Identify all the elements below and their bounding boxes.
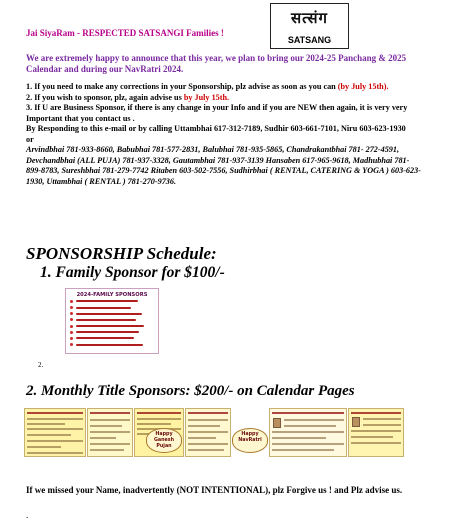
card-row-text (76, 313, 142, 315)
panel-text (188, 437, 216, 439)
monthly-sponsor-heading: 2. Monthly Title Sponsors: $200/- on Calendar Pages (26, 383, 355, 399)
panel-text (272, 431, 344, 433)
navratri-badge (232, 428, 268, 453)
logo-word: SATSANG (287, 35, 332, 45)
bullet-icon (70, 325, 73, 328)
sponsor-photo (273, 418, 281, 428)
card-row (70, 329, 154, 335)
bullet-icon (70, 306, 73, 309)
bullet-icon (70, 343, 73, 346)
item-1-deadline: (by July 15th). (337, 82, 389, 91)
panel-text (27, 434, 71, 436)
panel-text (351, 442, 401, 444)
panel-heading (272, 412, 344, 414)
panel-text (90, 419, 130, 421)
navratri-text: Happy NavRatri (238, 432, 262, 443)
satsang-logo (270, 3, 349, 49)
item-1-text: 1. If you need to make any corrections in your Sponsorship, plz advise as soon as you can (26, 82, 338, 91)
panel-text (351, 436, 393, 438)
panel-text (272, 437, 326, 439)
card-row-text (76, 307, 131, 309)
panel-text (90, 449, 124, 451)
panel-text (27, 452, 83, 454)
panel-heading (351, 412, 401, 414)
card-row (70, 342, 154, 348)
calendar-panel (185, 408, 231, 457)
panel-heading (137, 412, 181, 414)
phone-list: Arvindbhai 781-933-8660, Babubhai 781-577-2831, Balubhai 781-935-5865, Chandrakantbhai 781- 272-4591, Devchandbhai (ALL PUJA) 781-937-3328, Gautambhai 781-937-3139 Hansaben 617-965-9618, Madhubhai 781- 899-8783, Sureshbhai 781-279-7742 Ritaben 603-502-7556, Sudhirbhai ( RENTAL, CATERING & YOGA ) 603-623-1930, Uttambhai ( RENTAL ) 781-270-9736. (26, 145, 421, 186)
panel-text (27, 423, 65, 425)
ganesh-pujan-badge (146, 428, 182, 453)
panel-text (27, 418, 83, 420)
panel-text (188, 443, 228, 445)
panel-text (90, 425, 122, 427)
panel-text (363, 424, 401, 426)
bullet-icon (70, 312, 73, 315)
panel-text (27, 428, 83, 430)
panel-text (188, 425, 220, 427)
panel-text (90, 443, 130, 445)
card-row (70, 317, 154, 323)
contact-line: By Responding to this e-mail or by calling Uttambhai 617-312-7189, Sudhir 603-661-7101, Niru 603-623-1930 (26, 124, 406, 133)
panel-text (90, 437, 116, 439)
card-row-text (76, 300, 138, 302)
or-line: or (26, 134, 34, 144)
family-card-title: 2024-FAMILY SPONSORS (76, 292, 148, 298)
bullet-icon (70, 300, 73, 303)
card-row-text (76, 337, 134, 339)
panel-text (188, 449, 224, 451)
item-2-deadline: by July 15th. (183, 92, 230, 102)
bullet-icon (70, 337, 73, 340)
greeting-line: Jai SiyaRam - RESPECTED SATSANGI Families ! (26, 28, 224, 38)
item-3: 3. If U are Business Sponsor, if there is any change in your Info and if you are NEW then again, it is very very Important that you contact us . (26, 103, 408, 123)
panel-text (27, 440, 83, 442)
panel-text (27, 446, 61, 448)
card-row-text (76, 344, 143, 346)
intro-paragraph: We are extremely happy to announce that this year, we plan to bring our 2024-25 Panchang & 2025 Calendar and during our NavRatri 2024. (26, 53, 407, 74)
panel-heading (188, 412, 228, 414)
schedule-heading: SPONSORSHIP Schedule: (26, 244, 217, 263)
panel-text (90, 431, 130, 433)
panel-text (284, 425, 336, 427)
family-sponsors-image (65, 288, 159, 354)
family-sponsor-heading: 1. Family Sponsor for $100/- (40, 264, 225, 281)
card-row (70, 305, 154, 311)
item-2-text: 2. If you wish to sponsor, plz, again advise us (26, 92, 184, 102)
calendar-panel (24, 408, 86, 457)
footer-dot: . (26, 510, 29, 520)
sponsor-photo (352, 417, 360, 427)
calendar-panel (348, 408, 404, 457)
list-marker: 2. (38, 361, 44, 369)
item-2 (26, 93, 421, 104)
card-row (70, 299, 154, 305)
calendar-panel (269, 408, 347, 457)
panel-text (272, 443, 344, 445)
bullet-icon (70, 331, 73, 334)
logo-glyph: सत्संग (290, 9, 328, 27)
card-row (70, 311, 154, 317)
panel-text (188, 431, 228, 433)
panel-text (272, 449, 334, 451)
card-row-text (76, 331, 139, 333)
card-row (70, 323, 154, 329)
ganesh-pujan-text: Happy Ganesh Pujan (153, 432, 175, 449)
card-row (70, 336, 154, 342)
panel-heading (90, 412, 130, 414)
panel-text (188, 419, 228, 421)
card-row-text (76, 325, 144, 327)
footer-apology: If we missed your Name, inadvertently (NOT INTENTIONAL), plz Forgive us ! and Plz advise us. (26, 485, 403, 495)
panel-heading (27, 412, 83, 414)
panel-text (284, 419, 344, 421)
calendar-panel (87, 408, 133, 457)
item-1 (26, 82, 421, 93)
panel-text (137, 418, 181, 420)
card-row-text (76, 319, 136, 321)
instructions-list (26, 82, 421, 187)
panel-text (351, 430, 401, 432)
bullet-icon (70, 318, 73, 321)
panel-text (137, 423, 171, 425)
panel-text (363, 418, 401, 420)
